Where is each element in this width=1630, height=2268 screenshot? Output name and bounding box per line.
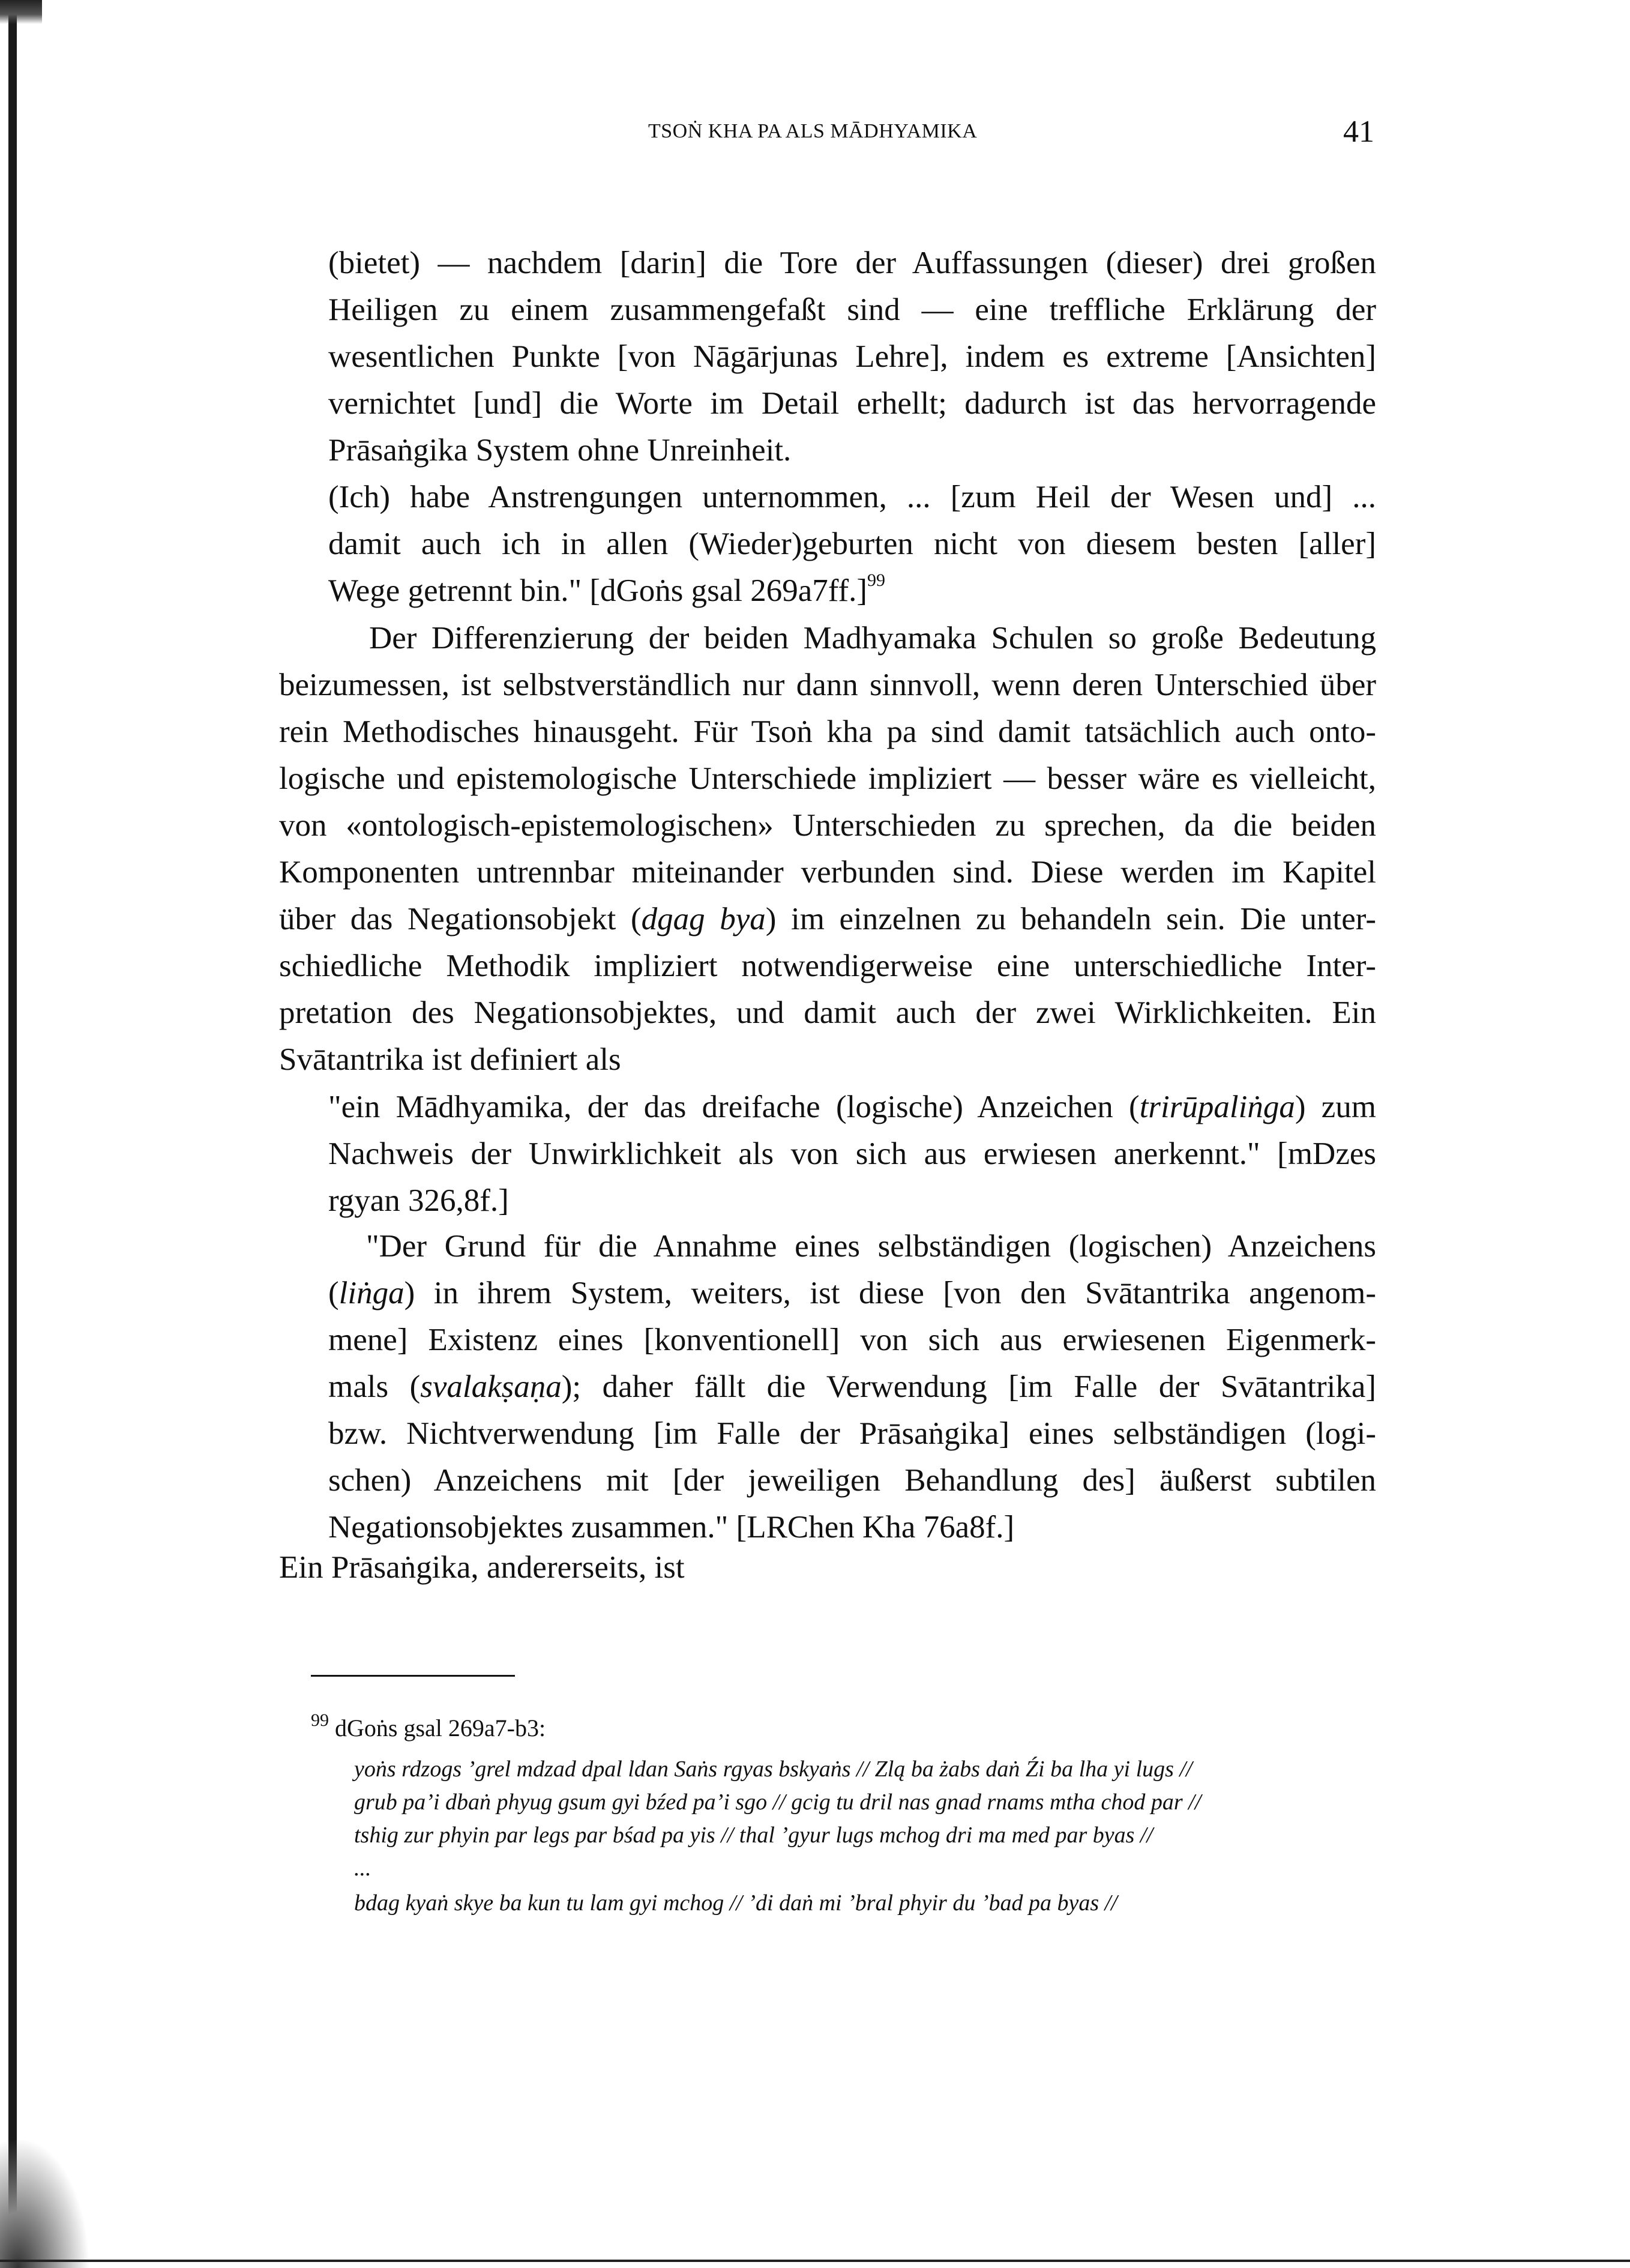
text-line [328, 1418, 1376, 1450]
text-segment: bzw. Nichtverwendung [im Falle der Prāsaṅgika] eines selbständigen (logi- [328, 1416, 1376, 1451]
text-segment: rein Methodisches hinausgeht. Für Tsoṅ kha pa sind damit tatsächlich auch onto- [279, 714, 1376, 749]
footnote-ellipsis: ... [354, 1856, 371, 1881]
footnote-reference: 99 [867, 570, 886, 590]
text-line [328, 528, 1376, 560]
text-segment: ( [328, 1276, 339, 1310]
text-segment: Nachweis der Unwirklichkeit als von sich aus erwiesen anerkennt." [mDzes [328, 1136, 1376, 1171]
text-line [279, 857, 1376, 888]
text-segment: Prāsaṅgika System ohne Unreinheit. [328, 433, 792, 468]
scan-shadow-top [0, 0, 42, 24]
text-line [279, 810, 1376, 842]
text-line [328, 1138, 1376, 1170]
text-line [328, 1371, 1376, 1403]
text-line [279, 903, 1376, 935]
text-line [328, 570, 1376, 608]
footnote-line: yoṅs rdzogs ’grel mdzad dpal ldan Saṅs rgyas bskyaṅs // Zlą ba żabs daṅ Źi ba lha yi lugs // [354, 1757, 1192, 1782]
footnote-line: grub pa’i dbaṅ phyug gsum gyi bźed pa’i sgo // gcig tu dril nas gnad rnams mtha chod par // [354, 1790, 1201, 1815]
footnote-separator [311, 1675, 515, 1677]
text-segment: Negationsobjektes zusammen." [LRChen Kha 76a8f.] [328, 1510, 1015, 1545]
italic-term: liṅga [338, 1276, 404, 1310]
text-segment: ); daher fällt die Verwendung [im Falle der Svātantrika] [561, 1369, 1376, 1404]
text-line [328, 341, 1376, 373]
text-segment: mene] Existenz eines [konventionell] von sich aus erwiesenen Eigenmerk- [328, 1322, 1376, 1357]
text-line [279, 1044, 1376, 1076]
text-segment: vernichtet [und] die Worte im Detail erhellt; dadurch ist das hervorragende [328, 386, 1376, 421]
text-segment: über das Negationsobjekt ( [279, 902, 642, 936]
text-segment: ) zum [1295, 1090, 1377, 1124]
text-line [328, 481, 1376, 513]
text-line [328, 1465, 1376, 1497]
italic-term: trirūpaliṅga [1139, 1090, 1295, 1124]
text-segment: ) im einzelnen zu behandeln sein. Die unter- [765, 902, 1376, 936]
text-line [328, 294, 1376, 326]
text-segment: ) in ihrem System, weiters, ist diese [von den Svātantrika angenom- [404, 1276, 1376, 1310]
text-segment: damit auch ich in allen (Wieder)geburten nicht von diesem besten [aller] [328, 526, 1376, 561]
text-line [328, 1277, 1376, 1309]
text-segment: "ein Mādhyamika, der das dreifache (logische) Anzeichen ( [328, 1090, 1140, 1124]
text-line [366, 1231, 1376, 1262]
text-line [369, 623, 1376, 654]
text-line [328, 388, 1376, 420]
text-line [328, 1512, 1376, 1543]
text-segment: schen) Anzeichens mit [der jeweiligen Behandlung des] äußerst subtilen [328, 1463, 1376, 1498]
text-segment: Komponenten untrennbar miteinander verbunden sind. Diese werden im Kapitel [279, 855, 1376, 890]
footnote-heading [311, 1710, 546, 1742]
text-segment: (Ich) habe Anstrengungen unternommen, ... [zum Heil der Wesen und] ... [328, 480, 1376, 514]
footnote-line: tshig zur phyin par legs par bśad pa yis // thal ’gyur lugs mchog dri ma med par byas // [354, 1823, 1153, 1848]
text-segment: von «ontologisch-epistemologischen» Unterschieden zu sprechen, da die beiden [279, 808, 1376, 843]
footnote-number: 99 [311, 1710, 329, 1730]
italic-term: dgag bya [641, 902, 766, 936]
text-segment: pretation des Negationsobjektes, und damit auch der zwei Wirklichkeiten. Ein [279, 995, 1376, 1030]
running-title: TSOṄ KHA PA ALS MĀDHYAMIKA [648, 120, 978, 142]
text-segment: Heiligen zu einem zusammengefaßt sind — eine treffliche Erklärung der [328, 292, 1376, 327]
text-segment: logische und epistemologische Unterschiede impliziert — besser wäre es vielleicht, [279, 761, 1376, 796]
text-line [328, 1091, 1376, 1123]
footnote-line: bdag kyaṅ skye ba kun tu lam gyi mchog // ’di daṅ mi ’bral phyir du ’bad pa byas // [354, 1890, 1117, 1916]
text-segment: (bietet) — nachdem [darin] die Tore der Auffassungen (dieser) drei großen [328, 246, 1376, 280]
text-line [328, 247, 1376, 279]
text-segment: Wege getrennt bin." [dGoṅs gsal 269a7ff.] [328, 573, 868, 608]
text-line [279, 716, 1376, 748]
text-line [328, 1324, 1376, 1356]
page-number: 41 [1343, 115, 1374, 149]
text-line [279, 763, 1376, 795]
text-segment: Ein Prāsaṅgika, andererseits, ist [279, 1550, 685, 1585]
text-line [279, 950, 1376, 982]
text-line [328, 435, 1376, 466]
page-bottom-edge [0, 2260, 1630, 2262]
text-segment: mals ( [328, 1369, 421, 1404]
text-line [279, 1552, 1376, 1584]
text-line [328, 1185, 1376, 1217]
book-binding-edge [8, 0, 17, 2268]
text-segment: rgyan 326,8f.] [328, 1183, 509, 1218]
text-line [279, 669, 1376, 701]
text-segment: wesentlichen Punkte [von Nāgārjunas Lehre], indem es extreme [Ansichten] [328, 339, 1376, 374]
text-line [279, 997, 1376, 1029]
scan-shadow-bottom [0, 2137, 90, 2268]
text-segment: "Der Grund für die Annahme eines selbständigen (logischen) Anzeichens [366, 1229, 1376, 1264]
text-segment: beizumessen, ist selbstverständlich nur dann sinnvoll, wenn deren Unterschied über [279, 668, 1376, 702]
text-segment: Svātantrika ist definiert als [279, 1042, 621, 1077]
text-segment: schiedliche Methodik impliziert notwendigerweise eine unterschiedliche Inter- [279, 949, 1376, 983]
text-segment: Der Differenzierung der beiden Madhyamaka Schulen so große Bedeutung [369, 621, 1376, 656]
footnote-source: dGoṅs gsal 269a7-b3: [335, 1715, 546, 1742]
italic-term: svalakṣaṇa [420, 1369, 562, 1404]
